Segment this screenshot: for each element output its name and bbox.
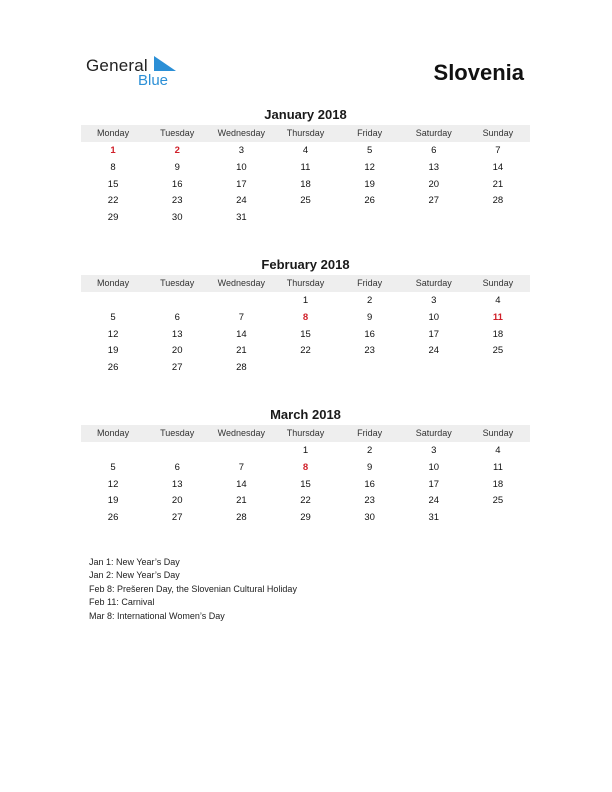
day-cell: 3 bbox=[238, 145, 244, 156]
day-cell: 2 bbox=[174, 145, 180, 156]
week-rows bbox=[81, 143, 530, 227]
weekday-label: Monday bbox=[97, 428, 130, 438]
day-cell: 13 bbox=[171, 328, 183, 340]
day-cell: 26 bbox=[107, 512, 119, 524]
day-cell: 23 bbox=[171, 195, 183, 207]
day-cell: 24 bbox=[428, 345, 440, 357]
empty-day-cell bbox=[466, 210, 530, 227]
day-cell: 5 bbox=[366, 145, 373, 156]
day-cell: 28 bbox=[236, 512, 247, 524]
day-cell: 1 bbox=[302, 445, 309, 456]
day-cell: 31 bbox=[236, 212, 247, 224]
day-cell: 20 bbox=[171, 495, 183, 507]
day-cell: 8 bbox=[302, 311, 309, 323]
weekday-label: Thursday bbox=[286, 428, 325, 438]
day-cell: 12 bbox=[107, 478, 119, 490]
day-cell: 18 bbox=[492, 328, 504, 340]
empty-day-cell bbox=[466, 360, 530, 377]
day-cell: 31 bbox=[428, 512, 440, 524]
weekday-header-row bbox=[81, 425, 530, 442]
logo-text-blue: Blue bbox=[138, 72, 169, 89]
empty-day-cell bbox=[402, 360, 466, 377]
weekday-label: Friday bbox=[357, 128, 383, 138]
day-cell: 21 bbox=[236, 495, 247, 507]
week-rows bbox=[81, 293, 530, 377]
empty-day-cell bbox=[466, 510, 530, 527]
holiday-note: Feb 11: Carnival bbox=[89, 597, 155, 608]
empty-day-cell bbox=[209, 443, 273, 460]
generalblue-logo bbox=[86, 56, 196, 92]
holiday-notes bbox=[89, 556, 297, 623]
weekday-label: Saturday bbox=[415, 128, 452, 138]
month-title: January 2018 bbox=[264, 107, 347, 122]
day-cell: 28 bbox=[492, 195, 504, 207]
day-cell: 4 bbox=[495, 445, 501, 456]
day-cell: 17 bbox=[428, 478, 440, 490]
day-cell: 30 bbox=[364, 512, 375, 524]
day-cell: 19 bbox=[364, 178, 375, 190]
day-cell: 19 bbox=[107, 345, 119, 357]
day-cell: 14 bbox=[236, 328, 247, 340]
day-cell: 26 bbox=[107, 362, 119, 374]
day-cell: 9 bbox=[366, 461, 373, 473]
day-cell: 11 bbox=[492, 311, 503, 323]
weekday-label: Tuesday bbox=[160, 428, 195, 438]
week-row bbox=[81, 143, 530, 160]
day-cell: 7 bbox=[495, 145, 501, 156]
day-cell: 25 bbox=[492, 345, 504, 357]
day-cell: 16 bbox=[171, 178, 183, 190]
month-calendar bbox=[81, 256, 530, 377]
empty-day-cell bbox=[81, 293, 145, 310]
day-cell: 15 bbox=[300, 478, 311, 490]
month-title: March 2018 bbox=[270, 407, 341, 422]
day-cell: 14 bbox=[492, 161, 504, 173]
logo-flag-icon bbox=[154, 56, 176, 74]
logo-text-general: General bbox=[86, 56, 148, 75]
day-cell: 15 bbox=[107, 178, 119, 190]
day-cell: 12 bbox=[107, 328, 119, 340]
day-cell: 28 bbox=[236, 362, 247, 374]
day-cell: 6 bbox=[174, 311, 180, 323]
weekday-label: Saturday bbox=[415, 428, 452, 438]
day-cell: 1 bbox=[302, 295, 309, 306]
empty-day-cell bbox=[338, 210, 402, 227]
empty-day-cell bbox=[145, 443, 209, 460]
day-cell: 6 bbox=[431, 145, 437, 156]
week-row bbox=[81, 360, 530, 377]
day-cell: 23 bbox=[364, 495, 375, 507]
weekday-header-row bbox=[81, 275, 530, 292]
day-cell: 17 bbox=[236, 178, 247, 190]
day-cell: 10 bbox=[428, 311, 440, 323]
week-row bbox=[81, 160, 530, 177]
weekday-label: Thursday bbox=[286, 278, 325, 288]
empty-day-cell bbox=[338, 360, 402, 377]
day-cell: 13 bbox=[171, 478, 183, 490]
day-cell: 21 bbox=[236, 345, 247, 357]
day-cell: 24 bbox=[428, 495, 440, 507]
weekday-label: Monday bbox=[97, 128, 130, 138]
day-cell: 6 bbox=[174, 461, 180, 473]
week-row bbox=[81, 293, 530, 310]
day-cell: 12 bbox=[364, 161, 375, 173]
day-cell: 25 bbox=[300, 195, 311, 207]
empty-day-cell bbox=[209, 293, 273, 310]
day-cell: 14 bbox=[236, 478, 247, 490]
day-cell: 23 bbox=[364, 345, 375, 357]
day-cell: 16 bbox=[364, 478, 375, 490]
weekday-label: Wednesday bbox=[217, 128, 266, 138]
weekday-label: Tuesday bbox=[160, 128, 195, 138]
weekday-label: Monday bbox=[97, 278, 130, 288]
week-row bbox=[81, 343, 530, 360]
day-cell: 22 bbox=[300, 345, 311, 357]
day-cell: 11 bbox=[492, 461, 503, 473]
day-cell: 2 bbox=[366, 445, 373, 456]
day-cell: 19 bbox=[107, 495, 119, 507]
day-cell: 4 bbox=[495, 295, 501, 306]
day-cell: 17 bbox=[428, 328, 440, 340]
week-row bbox=[81, 177, 530, 194]
week-rows bbox=[81, 443, 530, 527]
empty-day-cell bbox=[273, 360, 337, 377]
day-cell: 5 bbox=[110, 461, 116, 473]
week-row bbox=[81, 193, 530, 210]
empty-day-cell bbox=[402, 210, 466, 227]
week-row bbox=[81, 327, 530, 344]
day-cell: 22 bbox=[300, 495, 311, 507]
weekday-label: Tuesday bbox=[160, 278, 195, 288]
weekday-label: Sunday bbox=[482, 428, 514, 438]
month-title: February 2018 bbox=[261, 257, 350, 272]
day-cell: 3 bbox=[431, 445, 437, 456]
day-cell: 8 bbox=[110, 161, 116, 173]
day-cell: 29 bbox=[107, 212, 119, 224]
empty-day-cell bbox=[145, 293, 209, 310]
day-cell: 27 bbox=[428, 195, 440, 207]
weekday-label: Wednesday bbox=[217, 278, 266, 288]
day-cell: 20 bbox=[171, 345, 183, 357]
day-cell: 25 bbox=[492, 495, 504, 507]
week-row bbox=[81, 460, 530, 477]
week-row bbox=[81, 493, 530, 510]
day-cell: 10 bbox=[236, 161, 247, 173]
day-cell: 9 bbox=[366, 311, 373, 323]
month-calendar bbox=[81, 406, 530, 527]
weekday-label: Friday bbox=[357, 278, 383, 288]
day-cell: 5 bbox=[110, 311, 116, 323]
day-cell: 7 bbox=[238, 461, 244, 473]
day-cell: 27 bbox=[171, 512, 183, 524]
month-calendar bbox=[81, 106, 530, 227]
day-cell: 1 bbox=[110, 145, 116, 156]
day-cell: 24 bbox=[236, 195, 247, 207]
day-cell: 4 bbox=[302, 145, 309, 156]
weekday-label: Wednesday bbox=[217, 428, 266, 438]
day-cell: 10 bbox=[428, 461, 440, 473]
day-cell: 20 bbox=[428, 178, 440, 190]
weekday-label: Saturday bbox=[415, 278, 452, 288]
week-row bbox=[81, 510, 530, 527]
week-row bbox=[81, 443, 530, 460]
weekday-label: Sunday bbox=[482, 128, 514, 138]
day-cell: 7 bbox=[238, 311, 244, 323]
empty-day-cell bbox=[81, 443, 145, 460]
day-cell: 22 bbox=[107, 195, 119, 207]
country-title: Slovenia bbox=[433, 60, 524, 85]
weekday-header-row bbox=[81, 125, 530, 142]
holiday-note: Jan 2: New Year’s Day bbox=[89, 570, 180, 581]
day-cell: 3 bbox=[431, 295, 437, 306]
holiday-note: Feb 8: Prešeren Day, the Slovenian Cultural Holiday bbox=[89, 583, 297, 594]
day-cell: 30 bbox=[171, 212, 183, 224]
day-cell: 27 bbox=[171, 362, 183, 374]
week-row bbox=[81, 477, 530, 494]
week-row bbox=[81, 210, 530, 227]
weekday-label: Friday bbox=[357, 428, 383, 438]
day-cell: 21 bbox=[492, 178, 504, 190]
holiday-note: Jan 1: New Year’s Day bbox=[89, 557, 180, 567]
weekday-label: Thursday bbox=[286, 128, 325, 138]
day-cell: 29 bbox=[300, 512, 311, 524]
day-cell: 9 bbox=[174, 161, 180, 173]
day-cell: 11 bbox=[300, 161, 311, 173]
empty-day-cell bbox=[273, 210, 337, 227]
day-cell: 26 bbox=[364, 195, 375, 207]
day-cell: 2 bbox=[366, 295, 373, 306]
day-cell: 8 bbox=[302, 461, 309, 473]
day-cell: 18 bbox=[300, 178, 311, 190]
weekday-label: Sunday bbox=[482, 278, 514, 288]
week-row bbox=[81, 310, 530, 327]
day-cell: 13 bbox=[428, 161, 440, 173]
day-cell: 16 bbox=[364, 328, 375, 340]
day-cell: 15 bbox=[300, 328, 311, 340]
day-cell: 18 bbox=[492, 478, 504, 490]
holiday-note: Mar 8: International Women’s Day bbox=[89, 610, 225, 621]
